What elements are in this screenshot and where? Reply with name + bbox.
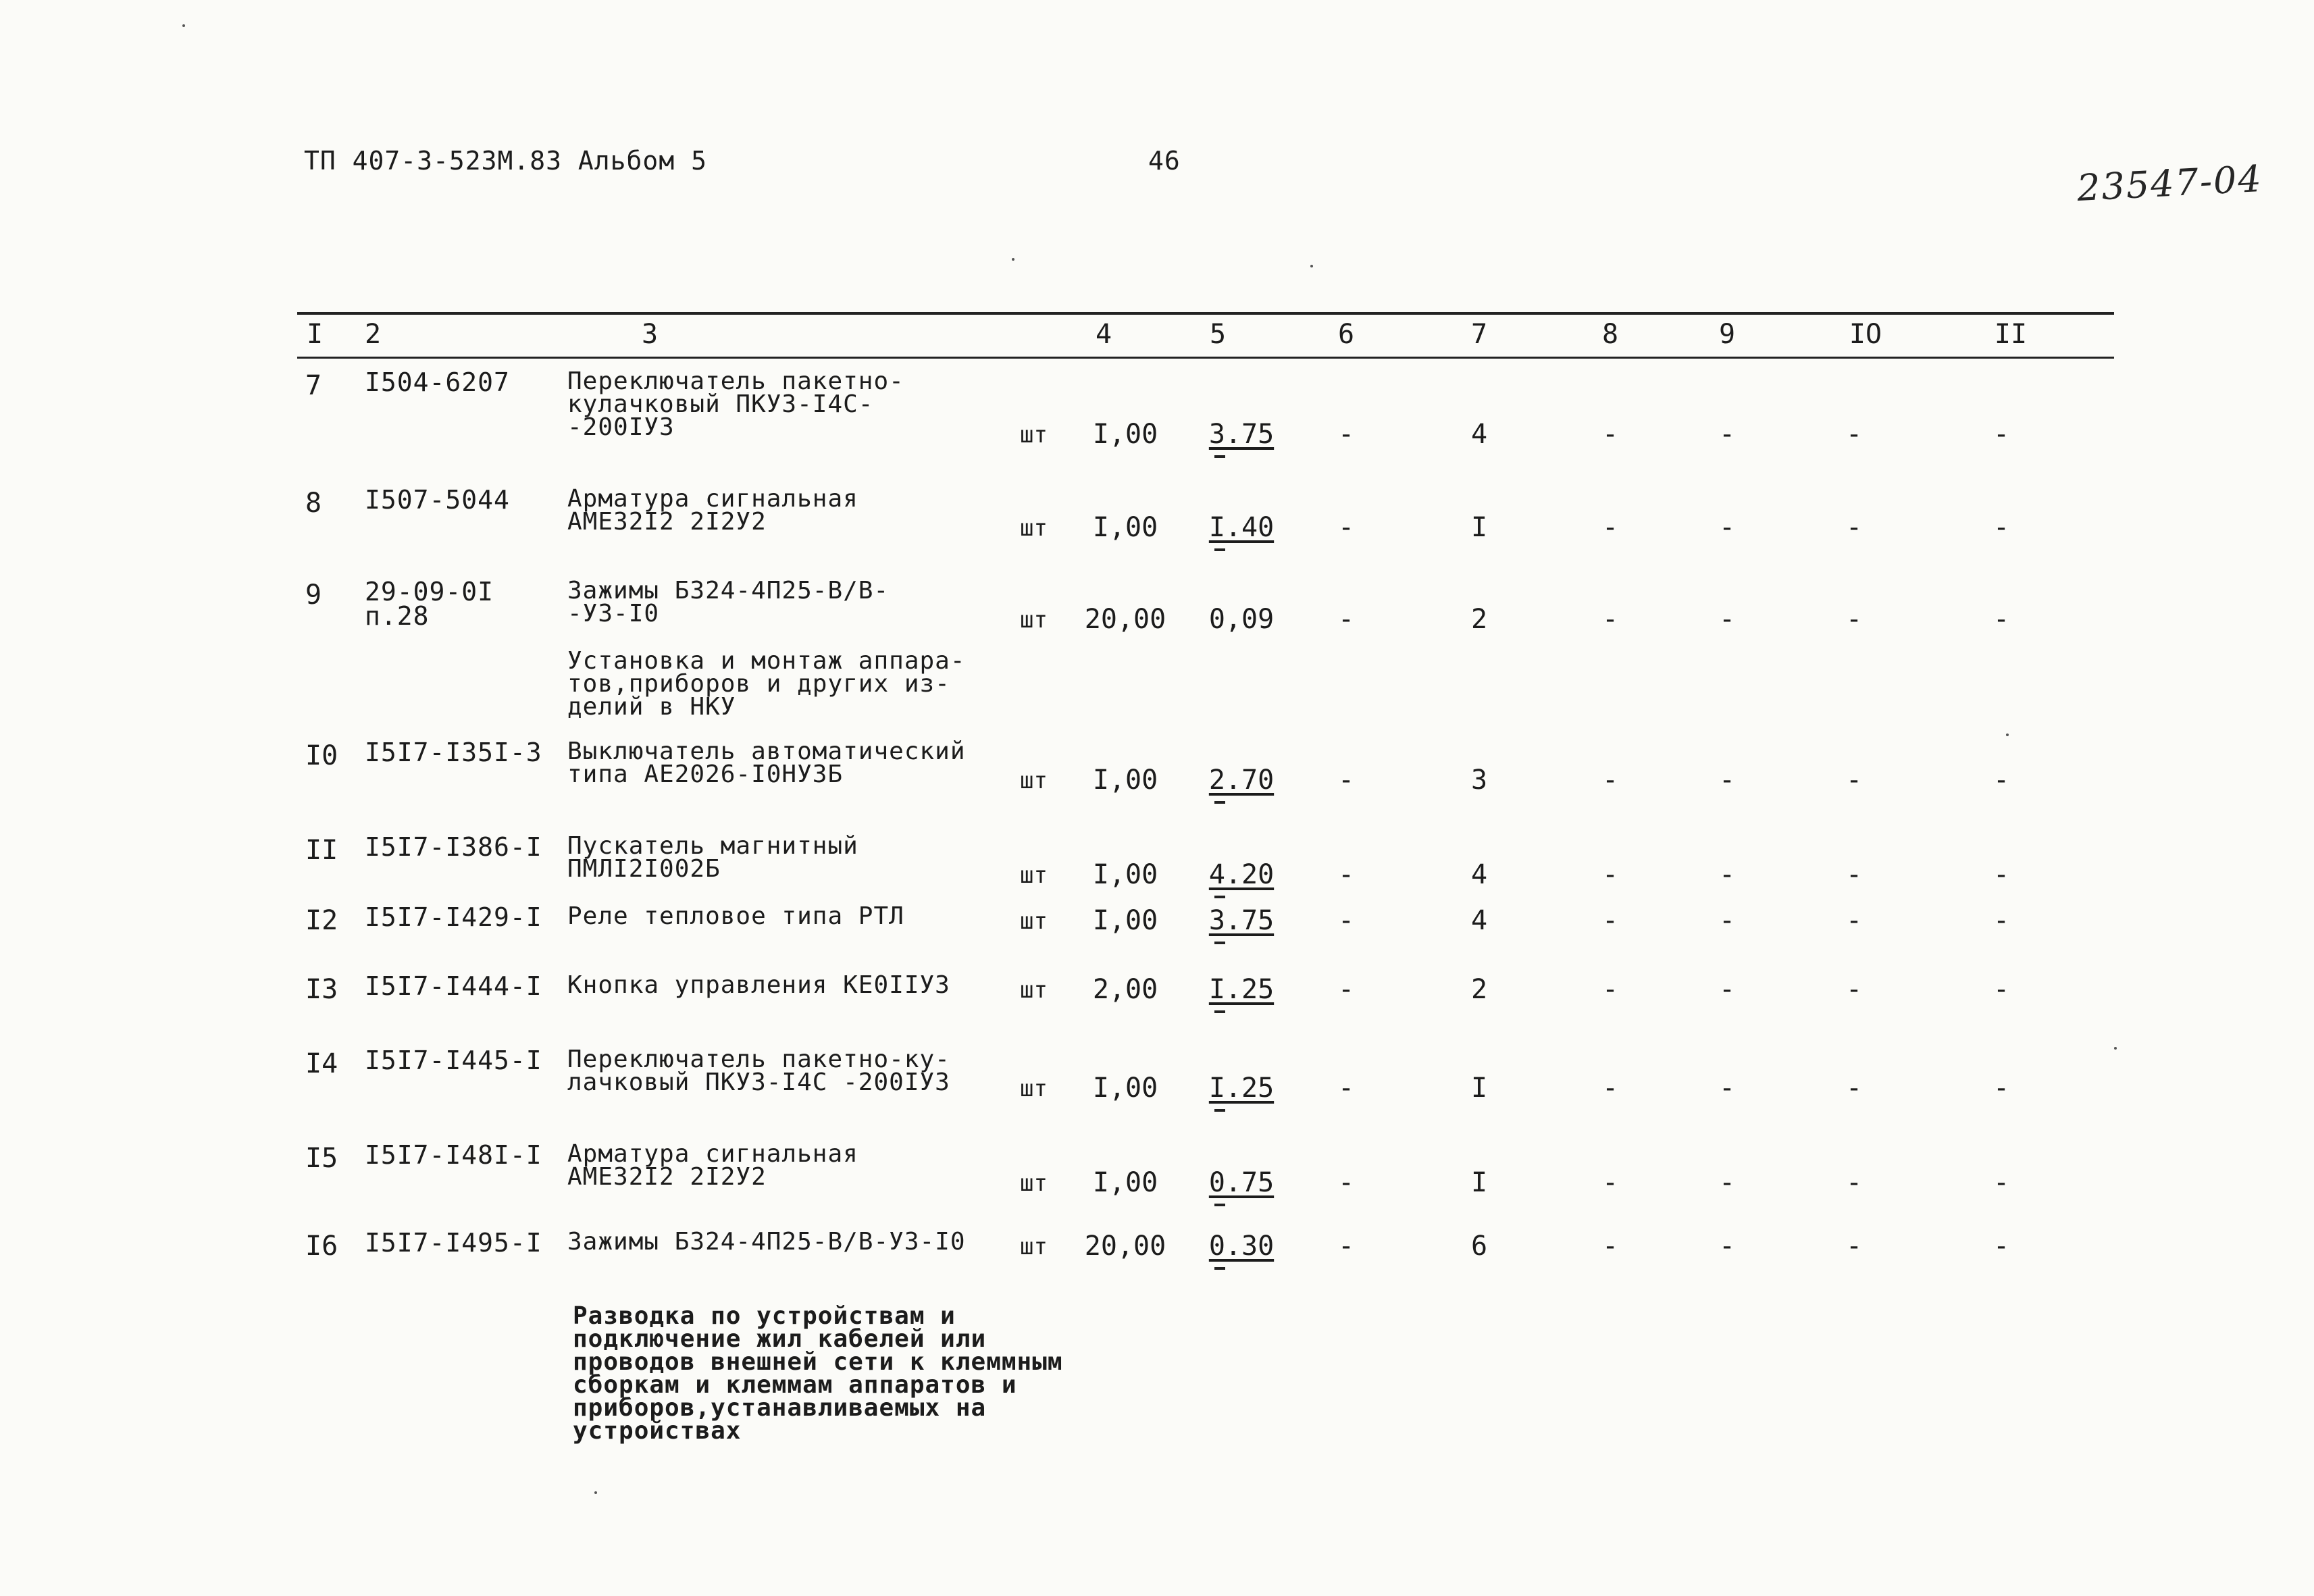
- col-10-value: -: [1845, 419, 1863, 450]
- col-10-value: -: [1845, 974, 1863, 1005]
- row-number: 7: [305, 370, 322, 401]
- col-11-value: -: [1992, 905, 2010, 936]
- item-code: I507-5044: [365, 485, 510, 515]
- col-7-value: I: [1470, 512, 1488, 543]
- underline-tick: [1214, 1109, 1225, 1112]
- col-6-value: -: [1337, 419, 1355, 450]
- underline-tick: [1214, 942, 1225, 944]
- col-7-value: 2: [1470, 974, 1488, 1005]
- column-header-6: 6: [1337, 319, 1355, 350]
- item-name: Переключатель пакетно- кулачковый ПКУЗ-I4С- -200IУЗ: [567, 367, 904, 441]
- item-name: Арматура сигнальная АМЕ32I2 2I2У2: [567, 1140, 858, 1191]
- col-9-value: -: [1718, 974, 1736, 1005]
- col-7-value: 4: [1470, 859, 1488, 890]
- row-number: 9: [305, 580, 322, 611]
- item-name: Арматура сигнальная АМЕ32I2 2I2У2: [567, 485, 858, 536]
- col-9-value: -: [1718, 419, 1736, 450]
- table-top-rule: [297, 312, 2114, 315]
- item-code: I5I7-I495-I: [365, 1228, 542, 1258]
- underline-tick: [1214, 455, 1225, 458]
- scan-speck: [2114, 1047, 2117, 1050]
- col-10-value: -: [1845, 1073, 1863, 1104]
- quantity: 2,00: [1092, 974, 1158, 1005]
- item-code: I5I7-I386-I: [365, 832, 542, 862]
- table-header-rule: [297, 357, 2114, 359]
- unit-weight: 4.20: [1208, 859, 1275, 890]
- col-9-value: -: [1718, 1167, 1736, 1198]
- item-name: Зажимы Б324-4П25-В/В-УЗ-I0: [567, 1228, 966, 1256]
- unit-weight: 0.30: [1208, 1231, 1275, 1262]
- col-9-value: -: [1718, 1073, 1736, 1104]
- unit-weight: 0,09: [1208, 604, 1275, 635]
- unit-weight: 3.75: [1208, 905, 1275, 936]
- underline-tick: [1214, 896, 1225, 898]
- col-8-value: -: [1601, 859, 1619, 890]
- item-code: I5I7-I429-I: [365, 902, 542, 932]
- section-install-note: Установка и монтаж аппара- тов,приборов и других из- делий в НКУ: [567, 647, 966, 721]
- col-6-value: -: [1337, 1167, 1355, 1198]
- underline-tick: [1214, 1010, 1225, 1013]
- unit-of-measure: шт: [1020, 515, 1048, 542]
- item-name: Реле тепловое типа РТЛ: [567, 902, 904, 930]
- underline-tick: [1214, 801, 1225, 804]
- col-11-value: -: [1992, 1073, 2010, 1104]
- col-11-value: -: [1992, 765, 2010, 796]
- col-9-value: -: [1718, 765, 1736, 796]
- col-10-value: -: [1845, 905, 1863, 936]
- col-6-value: -: [1337, 512, 1355, 543]
- col-8-value: -: [1601, 419, 1619, 450]
- col-8-value: -: [1601, 1231, 1619, 1262]
- item-code: I504-6207: [365, 367, 510, 397]
- col-7-value: 6: [1470, 1231, 1488, 1262]
- col-11-value: -: [1992, 1231, 2010, 1262]
- handwritten-stamp: 23547-04: [2076, 157, 2264, 210]
- col-7-value: 4: [1470, 905, 1488, 936]
- col-7-value: I: [1470, 1167, 1488, 1198]
- unit-of-measure: шт: [1020, 421, 1048, 448]
- quantity: I,00: [1092, 905, 1158, 936]
- item-name: Кнопка управления КЕ0IIУЗ: [567, 971, 950, 999]
- scan-speck: [594, 1491, 597, 1494]
- col-11-value: -: [1992, 974, 2010, 1005]
- item-name: Пускатель магнитный ПМЛI2I002Б: [567, 832, 858, 883]
- quantity: I,00: [1092, 1167, 1158, 1198]
- row-number: I6: [305, 1231, 338, 1262]
- col-7-value: I: [1470, 1073, 1488, 1104]
- col-7-value: 3: [1470, 765, 1488, 796]
- col-7-value: 2: [1470, 604, 1488, 635]
- row-number: 8: [305, 488, 322, 519]
- item-code: I5I7-I35I-3: [365, 738, 542, 767]
- col-10-value: -: [1845, 512, 1863, 543]
- unit-of-measure: шт: [1020, 908, 1048, 935]
- item-code: I5I7-I444-I: [365, 971, 542, 1001]
- col-10-value: -: [1845, 1231, 1863, 1262]
- unit-of-measure: шт: [1020, 862, 1048, 889]
- col-6-value: -: [1337, 765, 1355, 796]
- col-8-value: -: [1601, 905, 1619, 936]
- row-number: I3: [305, 974, 338, 1005]
- section-wiring-note: Разводка по устройствам и подключение жил кабелей или проводов внешней сети к клеммным сборкам и клеммам аппаратов и приборов,устанавливаемых на устройствах: [573, 1302, 1063, 1445]
- unit-weight: I.25: [1208, 1073, 1275, 1104]
- unit-of-measure: шт: [1020, 607, 1048, 634]
- unit-of-measure: шт: [1020, 977, 1048, 1004]
- column-header-11: II: [1994, 319, 2028, 350]
- scan-speck: [182, 24, 185, 27]
- col-10-value: -: [1845, 604, 1863, 635]
- quantity: I,00: [1092, 765, 1158, 796]
- col-11-value: -: [1992, 419, 2010, 450]
- scan-speck: [1012, 258, 1014, 261]
- column-header-1: I: [306, 319, 324, 350]
- unit-weight: 3.75: [1208, 419, 1275, 450]
- col-7-value: 4: [1470, 419, 1488, 450]
- unit-of-measure: шт: [1020, 1170, 1048, 1197]
- unit-of-measure: шт: [1020, 767, 1048, 794]
- column-header-3: 3: [641, 319, 659, 350]
- column-header-10: IO: [1849, 319, 1882, 350]
- row-number: II: [305, 835, 338, 866]
- col-8-value: -: [1601, 1167, 1619, 1198]
- quantity: I,00: [1092, 419, 1158, 450]
- item-code: 29-09-0I п.28: [365, 577, 494, 631]
- col-11-value: -: [1992, 604, 2010, 635]
- quantity: I,00: [1092, 859, 1158, 890]
- quantity: 20,00: [1084, 1231, 1166, 1262]
- col-6-value: -: [1337, 1231, 1355, 1262]
- col-6-value: -: [1337, 905, 1355, 936]
- unit-weight: I.40: [1208, 512, 1275, 543]
- item-code: I5I7-I445-I: [365, 1046, 542, 1075]
- quantity: I,00: [1092, 512, 1158, 543]
- col-8-value: -: [1601, 765, 1619, 796]
- col-8-value: -: [1601, 604, 1619, 635]
- underline-tick: [1214, 548, 1225, 551]
- unit-of-measure: шт: [1020, 1233, 1048, 1260]
- col-10-value: -: [1845, 859, 1863, 890]
- column-header-4: 4: [1095, 319, 1112, 350]
- quantity: I,00: [1092, 1073, 1158, 1104]
- row-number: I4: [305, 1048, 338, 1079]
- row-number: I2: [305, 905, 338, 936]
- col-8-value: -: [1601, 974, 1619, 1005]
- col-9-value: -: [1718, 905, 1736, 936]
- row-number: I0: [305, 740, 338, 771]
- col-6-value: -: [1337, 604, 1355, 635]
- col-9-value: -: [1718, 604, 1736, 635]
- item-name: Переключатель пакетно-ку- лачковый ПКУЗ-I4С -200IУЗ: [567, 1046, 950, 1096]
- unit-weight: I.25: [1208, 974, 1275, 1005]
- item-name: Выключатель автоматический типа АЕ2026-I0НУЗБ: [567, 738, 966, 788]
- col-9-value: -: [1718, 859, 1736, 890]
- column-header-5: 5: [1209, 319, 1227, 350]
- underline-tick: [1214, 1267, 1225, 1270]
- col-8-value: -: [1601, 1073, 1619, 1104]
- col-6-value: -: [1337, 859, 1355, 890]
- col-10-value: -: [1845, 765, 1863, 796]
- row-number: I5: [305, 1143, 338, 1174]
- document-reference: ТП 407-3-523М.83 Альбом 5: [304, 146, 707, 176]
- column-header-2: 2: [364, 319, 382, 350]
- col-10-value: -: [1845, 1167, 1863, 1198]
- col-6-value: -: [1337, 974, 1355, 1005]
- unit-of-measure: шт: [1020, 1075, 1048, 1102]
- column-header-8: 8: [1601, 319, 1619, 350]
- col-11-value: -: [1992, 512, 2010, 543]
- col-6-value: -: [1337, 1073, 1355, 1104]
- col-8-value: -: [1601, 512, 1619, 543]
- col-9-value: -: [1718, 512, 1736, 543]
- unit-weight: 0.75: [1208, 1167, 1275, 1198]
- col-9-value: -: [1718, 1231, 1736, 1262]
- column-header-9: 9: [1718, 319, 1736, 350]
- quantity: 20,00: [1084, 604, 1166, 635]
- scan-speck: [2006, 733, 2009, 736]
- underline-tick: [1214, 1204, 1225, 1206]
- item-code: I5I7-I48I-I: [365, 1140, 542, 1170]
- col-11-value: -: [1992, 1167, 2010, 1198]
- item-name: Зажимы Б324-4П25-В/В- -УЗ-I0: [567, 577, 890, 627]
- column-header-7: 7: [1470, 319, 1488, 350]
- unit-weight: 2.70: [1208, 765, 1275, 796]
- col-11-value: -: [1992, 859, 2010, 890]
- page-number: 46: [1148, 146, 1181, 176]
- scan-speck: [1310, 265, 1313, 267]
